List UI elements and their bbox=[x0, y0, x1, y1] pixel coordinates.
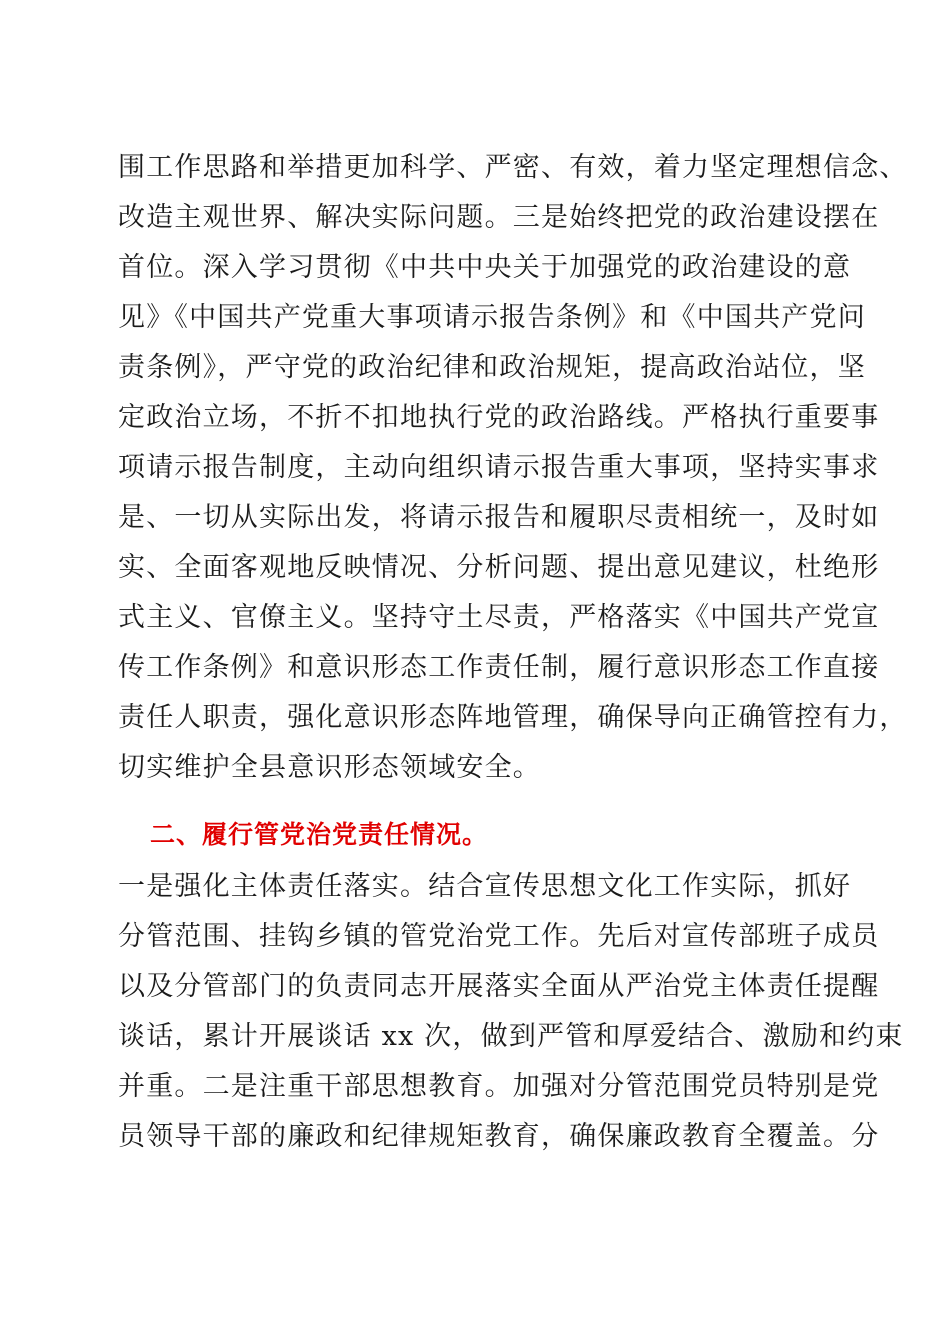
paragraph-line: 传工作条例》和意识形态工作责任制，履行意识形态工作直接 bbox=[118, 652, 880, 683]
paragraph-line: 员领导干部的廉政和纪律规矩教育，确保廉政教育全覆盖。分 bbox=[118, 1121, 880, 1152]
paragraph-line: 改造主观世界、解决实际问题。三是始终把党的政治建设摆在 bbox=[118, 202, 880, 233]
section-heading: 二、履行管党治党责任情况。 bbox=[150, 820, 489, 849]
body-paragraph bbox=[118, 143, 908, 793]
paragraph-line: 围工作思路和举措更加科学、严密、有效，着力坚定理想信念、 bbox=[118, 152, 908, 183]
paragraph-line: 责条例》，严守党的政治纪律和政治规矩，提高政治站位，坚 bbox=[118, 352, 866, 383]
paragraph-line: 实、全面客观地反映情况、分析问题、提出意见建议，杜绝形 bbox=[118, 552, 880, 583]
paragraph-line: 式主义、官僚主义。坚持守土尽责，严格落实《中国共产党宣 bbox=[118, 602, 880, 633]
paragraph-line: 定政治立场，不折不扣地执行党的政治路线。严格执行重要事 bbox=[118, 402, 880, 433]
paragraph-line: 首位。深入学习贯彻《中共中央关于加强党的政治建设的意 bbox=[118, 252, 852, 283]
paragraph-line: 谈话，累计开展谈话 xx 次，做到严管和厚爱结合、激励和约束 bbox=[118, 1021, 904, 1052]
paragraph-line: 一是强化主体责任落实。结合宣传思想文化工作实际，抓好 bbox=[118, 871, 852, 902]
paragraph-line: 分管范围、挂钩乡镇的管党治党工作。先后对宣传部班子成员 bbox=[118, 921, 880, 952]
paragraph-line: 是、一切从实际出发，将请示报告和履职尽责相统一，及时如 bbox=[118, 502, 880, 533]
paragraph-line: 项请示报告制度，主动向组织请示报告重大事项，坚持实事求 bbox=[118, 452, 880, 483]
paragraph-line: 并重。二是注重干部思想教育。加强对分管范围党员特别是党 bbox=[118, 1071, 880, 1102]
paragraph-line: 以及分管部门的负责同志开展落实全面从严治党主体责任提醒 bbox=[118, 971, 880, 1002]
paragraph-line: 见》《中国共产党重大事项请示报告条例》和《中国共产党问 bbox=[118, 302, 866, 333]
paragraph-line: 责任人职责，强化意识形态阵地管理，确保导向正确管控有力， bbox=[118, 702, 908, 733]
body-paragraph bbox=[118, 862, 904, 1162]
paragraph-line: 切实维护全县意识形态领域安全。 bbox=[118, 752, 541, 783]
